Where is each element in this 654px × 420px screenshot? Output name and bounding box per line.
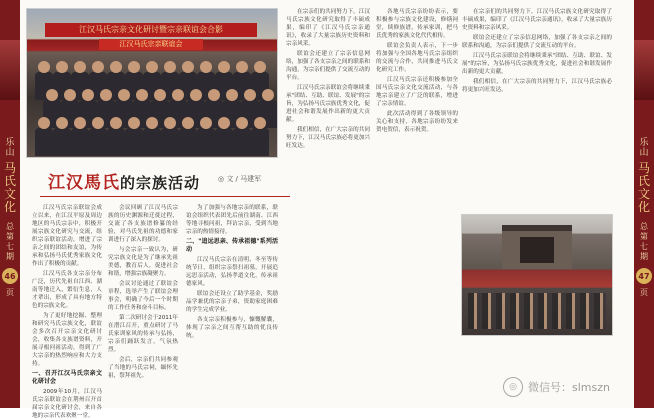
- person-head: [100, 89, 112, 101]
- photo-banner-sub: 江汉马氏宗亲联谊会: [99, 39, 203, 50]
- text-column-6: [462, 8, 612, 208]
- watermark-text: 微信号：slmszn: [528, 381, 610, 394]
- person-head: [56, 117, 68, 129]
- hall-door: [520, 237, 554, 263]
- person-head: [244, 89, 256, 101]
- left-decoration: [0, 40, 20, 100]
- person-body: [251, 128, 269, 156]
- person-head: [64, 89, 76, 101]
- photo-crowd: [31, 61, 273, 153]
- paragraph: 第二次研讨会于2011年在潜江召开，重点研讨了马氏家训家风的传承与弘扬，宗亲们踊跃发言，气氛热烈。: [108, 315, 178, 353]
- paragraph: 在宗亲们的共同努力下，江汉马氏宗族文化研究取得了丰硕成果，编印了《江汉马氏宗亲通讯》，收录了大量宗族历史资料和宗亲风采。: [462, 9, 612, 31]
- paragraph: 各支宗亲积极参与，慷慨解囊，体现了宗亲之间互帮互助的优良传统。: [186, 317, 278, 339]
- wechat-watermark: [503, 376, 643, 398]
- person-head: [236, 117, 248, 129]
- paragraph: 联谊会还建立了宗亲信息网络，加强了各支宗亲之间的联系和沟通，为宗亲们提供了交流互动的平台。: [462, 35, 612, 49]
- title-rule: [40, 196, 290, 197]
- left-side-glyphs: 乐 山: [5, 138, 15, 158]
- right-margin-strip: [634, 0, 654, 408]
- person-head: [74, 61, 86, 73]
- person-head: [182, 61, 194, 73]
- article-title-red: 江汉馬氏: [48, 173, 120, 193]
- person-body: [215, 128, 233, 156]
- person-head: [190, 89, 202, 101]
- paragraph: 会议讨论通过了联谊会章程，选举产生了联谊会理事会，明确了今后一个时期的工作任务和奋斗目标。: [108, 281, 178, 311]
- person-head: [172, 89, 184, 101]
- paragraph: 为了更好地挖掘、整理和研究马氏宗族文化，联谊会多次召开宗亲文化研讨会，收集各支族谱资料，开展寻根问祖活动，得到了广大宗亲的热烈响应和大力支持。: [32, 313, 102, 367]
- person-head: [254, 61, 266, 73]
- paragraph: 与会宗亲一致认为，研究宗族文化是为了继承先祖美德，教育后人，促进社会和谐，增强宗族凝聚力。: [108, 247, 178, 277]
- paragraph: 江汉马氏宗亲还积极参加全国马氏宗亲文化交流活动，与各地宗亲建立了广泛的联系，增进了宗亲情谊。: [376, 77, 458, 107]
- person-head: [110, 61, 122, 73]
- person-body: [143, 128, 161, 156]
- person-head: [38, 117, 50, 129]
- person-head: [56, 61, 68, 73]
- paragraph: 江汉马氏各支宗亲分布广泛，历代先祖自江西、湖南等地迁入，繁衍生息，人才辈出，形成了具有地方特色的宗族文化。: [32, 271, 102, 309]
- right-vertical-title: 马 氏 文 化: [637, 161, 650, 214]
- photo-banner: 江汉马氏宗亲文化研讨暨宗亲联谊会合影: [45, 23, 257, 37]
- section-heading: 二、"追远思亲、传承祖德"系列活动: [186, 238, 278, 253]
- paragraph: 江汉马氏宗亲联谊会将继续秉承"团结、互助、联谊、发展"的宗旨，为弘扬马氏宗族优秀文化，促进社会和谐发展作出新的更大贡献。: [286, 85, 370, 123]
- left-page-label: 页: [6, 288, 14, 297]
- person-body: [71, 128, 89, 156]
- right-decoration: [634, 40, 654, 100]
- person-head: [182, 117, 194, 129]
- person-head: [46, 89, 58, 101]
- paragraph: 联谊会还建立了宗亲信息网络，加强了各支宗亲之间的联系和沟通，为宗亲们提供了交流互动的平台。: [286, 51, 370, 81]
- left-vertical-title: 马 氏 文 化: [3, 161, 16, 214]
- person-head: [218, 61, 230, 73]
- person-head: [154, 89, 166, 101]
- paragraph: 我们相信，在广大宗亲的共同努力下，江汉马氏宗族必将更加兴旺发达。: [286, 127, 370, 149]
- person-body: [197, 128, 215, 156]
- group-photo: [26, 8, 278, 158]
- paragraph: 各地马氏宗亲纷纷表示，要积极参与宗族文化建设，修缮祠堂，续修族谱，传承家训，把马氏优秀的家族文化代代相传。: [376, 9, 458, 39]
- left-margin-strip: [0, 0, 20, 408]
- person-head: [262, 89, 274, 101]
- person-head: [118, 89, 130, 101]
- wechat-icon: ◎: [503, 377, 523, 397]
- text-column-1: [32, 204, 102, 419]
- person-head: [110, 117, 122, 129]
- person-body: [107, 128, 125, 156]
- right-page-label: 页: [640, 288, 648, 297]
- text-column-3: [186, 204, 278, 400]
- article-byline: ◎ 文 / 马建军: [218, 175, 262, 183]
- person-body: [179, 128, 197, 156]
- paragraph: 联谊会还设立了助学基金，奖励品学兼优的宗亲子弟，资助家庭困难的学生完成学业。: [186, 291, 278, 313]
- paragraph: 江汉马氏宗亲联谊会成立以来，在江汉平原及周边地区的马氏宗亲中，积极开展宗族文化研究与交流，组织宗亲联谊活动，增进了宗亲之间的团结和友谊，为传承和弘扬马氏优秀家族文化作出了积极的贡献。: [32, 205, 102, 267]
- right-page-number: 47: [636, 268, 652, 284]
- paragraph: 联谊会负责人表示，下一步将加强与全国各地马氏宗亲组织的交流与合作，共同推进马氏文化研究工作。: [376, 43, 458, 73]
- person-head: [146, 117, 158, 129]
- person-head: [38, 61, 50, 73]
- ancestral-hall-photo: [461, 214, 613, 336]
- paragraph: 我们相信，在广大宗亲的共同努力下，江汉马氏宗族必将更加兴旺发达。: [462, 79, 612, 93]
- person-head: [164, 117, 176, 129]
- person-head: [92, 61, 104, 73]
- person-head: [128, 61, 140, 73]
- person-head: [254, 117, 266, 129]
- paragraph: 2009年10月，江汉马氏宗亲联谊会在荆州召开首届宗亲文化研讨会，来自各地的宗亲代表欢聚一堂。: [32, 389, 102, 419]
- text-column-5: [376, 8, 458, 400]
- article-title-block: [40, 164, 290, 200]
- person-head: [128, 117, 140, 129]
- person-body: [53, 128, 71, 156]
- person-head: [146, 61, 158, 73]
- person-head: [236, 61, 248, 73]
- person-head: [226, 89, 238, 101]
- person-head: [74, 117, 86, 129]
- article-title-tail: 的宗族活动: [120, 174, 201, 192]
- person-head: [200, 117, 212, 129]
- hall-crowd: [468, 293, 606, 329]
- person-body: [89, 128, 107, 156]
- person-body: [35, 128, 53, 156]
- paragraph: 此次活动得到了各级领导的关心和支持，各地宗亲纷纷发来贺电贺信，表示祝贺。: [376, 111, 458, 133]
- article-title: [48, 168, 200, 193]
- paragraph: 为了加强与各地宗亲的联系，联谊会组织代表团先后前往湖南、江西等地寻根问祖，拜访宗亲，受到当地宗亲的热情接待。: [186, 205, 278, 235]
- paragraph: 江汉马氏宗亲在清明、冬至等传统节日，组织宗亲祭扫祖墓，开展追远思亲活动，弘扬孝道文化，传承祖德家风。: [186, 257, 278, 287]
- paragraph: 江汉马氏宗亲联谊会将继续秉承"团结、互助、联谊、发展"的宗旨，为弘扬马氏宗族优秀文化，促进社会和谐发展作出新的更大贡献。: [462, 53, 612, 75]
- right-side-glyphs: 乐 山: [639, 138, 649, 158]
- paragraph: 在宗亲们的共同努力下，江汉马氏宗族文化研究取得了丰硕成果，编印了《江汉马氏宗亲通讯》，收录了大量宗族历史资料和宗亲风采。: [286, 9, 370, 47]
- person-body: [125, 128, 143, 156]
- right-issue-label: 总 第 七 期: [640, 222, 648, 261]
- person-head: [82, 89, 94, 101]
- person-head: [164, 61, 176, 73]
- left-page-number: 46: [2, 268, 18, 284]
- paragraph: 会后，宗亲们共同参观了当地的马氏宗祠，缅怀先祖，祭拜祖先。: [108, 357, 178, 379]
- person-head: [218, 117, 230, 129]
- person-head: [208, 89, 220, 101]
- person-head: [200, 61, 212, 73]
- person-body: [161, 128, 179, 156]
- text-column-2: [108, 204, 178, 400]
- left-issue-label: 总 第 七 期: [6, 222, 14, 261]
- person-head: [92, 117, 104, 129]
- paragraph: 会议回顾了江汉马氏宗族的历史渊源和迁徙过程，交流了各支族谱修纂的经验，对马氏先祖的功德和家训进行了深入的探讨。: [108, 205, 178, 243]
- section-heading: 一、召开江汉马氏宗亲文化研讨会: [32, 370, 102, 385]
- person-body: [233, 128, 251, 156]
- person-head: [136, 89, 148, 101]
- text-column-4: [286, 8, 370, 400]
